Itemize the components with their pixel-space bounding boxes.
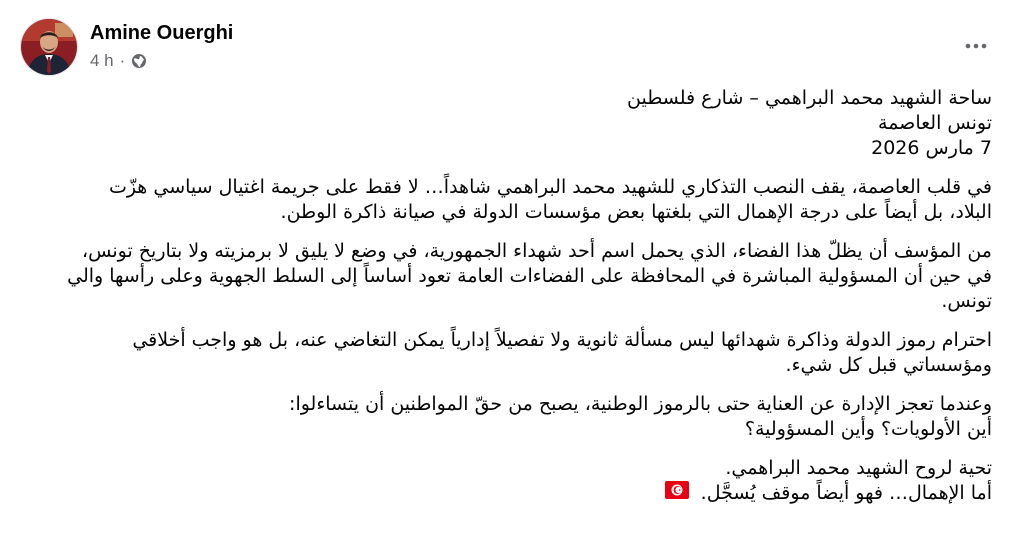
text-line: أين الأولويات؟ وأين المسؤولية؟: [744, 418, 992, 440]
text-line: في حين أن المسؤولية المباشرة في المحافظة على الفضاءات العامة تعود أساساً إلى السلط الجهوية وعلى رأسها والي: [67, 265, 992, 287]
post-timestamp[interactable]: 4 h: [90, 51, 114, 70]
post-paragraph: [28, 392, 992, 442]
post-paragraph: [28, 239, 992, 314]
text-line: وعندما تعجز الإدارة عن العناية حتى بالرموز الوطنية، يصبح من حقّ المواطنين أن يتساءلوا:: [289, 393, 992, 415]
text-line: في قلب العاصمة، يقف النصب التذكاري للشهيد محمد البراهمي شاهداً… لا فقط على جريمة اغتيال سياسي هزّت: [108, 176, 992, 198]
tunisia-flag-icon: [665, 481, 689, 506]
text-line: ساحة الشهيد محمد البراهمي – شارع فلسطين: [627, 87, 992, 109]
text-line: تونس العاصمة: [878, 112, 992, 134]
text-line: 7 مارس 2026: [871, 137, 992, 159]
author-avatar[interactable]: [20, 18, 78, 76]
separator-dot: ·: [119, 51, 126, 70]
more-horizontal-icon: [965, 43, 987, 49]
post-meta: [90, 18, 233, 72]
text-line-with-flag: [28, 481, 992, 506]
text-line: احترام رموز الدولة وذاكرة شهدائها ليس مسألة ثانوية ولا تفصيلاً إدارياً يمكن التغاضي عنه، بل هو واجب أخلاقي: [132, 329, 992, 351]
post-paragraph: [28, 328, 992, 378]
post-subline: [90, 50, 233, 72]
post-paragraph: [28, 175, 992, 225]
text-line: تونس.: [941, 290, 992, 312]
more-options-button[interactable]: [958, 28, 994, 64]
post-header: [20, 18, 233, 78]
text-line: من المؤسف أن يظلّ هذا الفضاء، الذي يحمل اسم أحد شهداء الجمهورية، في وضع لا يليق لا برمزيته ولا بتاريخ تونس،: [82, 240, 992, 262]
author-name[interactable]: Amine Ouerghi: [90, 22, 234, 44]
post-paragraph-location: [28, 86, 992, 161]
text-line: تحية لروح الشهيد محمد البراهمي.: [725, 457, 992, 479]
text-line: أما الإهمال… فهو أيضاً موقف يُسجَّل.: [700, 482, 992, 504]
text-line: ومؤسساتي قبل كل شيء.: [785, 354, 992, 376]
globe-icon[interactable]: [131, 53, 147, 69]
post-paragraph-closing: [28, 456, 992, 506]
profile-photo: [21, 19, 77, 75]
text-line: البلاد، بل أيضاً على درجة الإهمال التي بلغتها بعض مؤسسات الدولة في صيانة ذاكرة الوطن.: [280, 201, 992, 223]
post-body: [28, 86, 992, 520]
